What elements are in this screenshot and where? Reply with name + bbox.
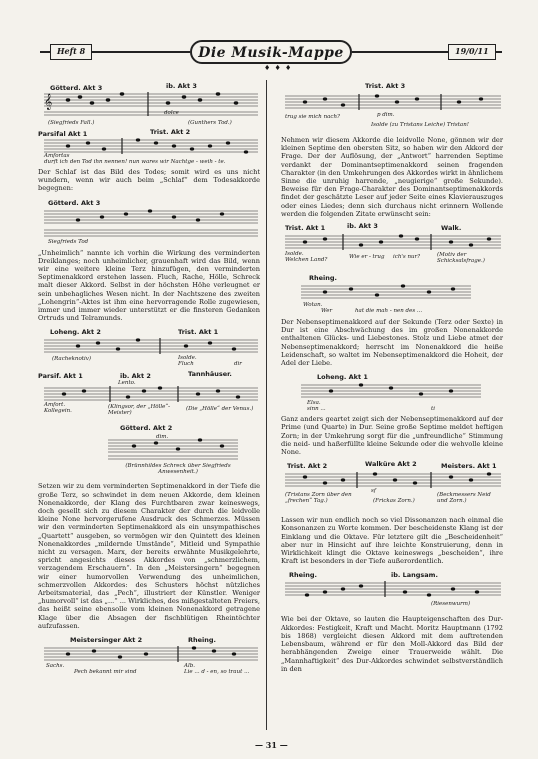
paragraph: Setzen wir zu dem verminderten Septimenakkord in der Tiefe die große Terz, so schwindet in dem neuen Akkorde, dem kleinen Nonenakkorde, der Klang des Furchtbaren zwar keineswegs, doch gesellt sich zu diesem Charakter der durch die leidvolle kleine None hervorgerufene Ausdruck des Schmerzes. Müssen wir den verminderten Septimenakkord als ein unsympathisches „Quartett“ ausgeben, so vermögen wir den Quintett des kleinen Nonenakkordes „mildernde Umstände“, Mitleid und Sympathie nicht zu versagen. Marx, der bereits erwähnte Musikgelehrte, spricht angesichts dieses Akkordes von „schmerzlichem, verzagendem Erschauern“. In den „Meistersingern“ begegnen wir einer humorvollen Verwendung des unheimlichen, schmerzvollen Akkordes: des Schusters höchst nützliches Arbeitsmaterial, das „Pech“, illustriert der Künstler. Weniger „humorvoll“ ist das „...“ ... Wirkliches, des mißgestalteten Freiers, das heißt seine ebensolle vom kleinen Nonenakkord getragene Klage über die Absagen der fischblütigen Rheintöchter aufzufassen. [38,482,260,630]
lyric: Wer [321,308,333,315]
paragraph: Nehmen wir diesem Akkorde die leidvolle None, gönnen wir der kleinen Septime den obersten Sitz, so haben wir den Akkord der Frage. Der der Auflösung, der „Antwort“ harrenden Septime verdankt der Dominantseptimenakkord seinen fragenden Charakter (in den Umkehrungen des Akkordes wirkt in ähnlichem Sinne die unruhig harrende, „neugierige“ große Sekunde). Beweise für den Frage-Charakter des Dominantseptimenakkords findet der geschätzte Leser auf jeder Seite eines Klavierauszuges oder eines Liedes; denn sich durchaus nicht erinnern Wollende werden die folgenden Zitate erwünscht sein: [281,136,503,218]
lyric: ich's nur? [393,254,421,261]
example-label: Walküre Akt 2 [365,460,417,469]
music-example [281,222,503,272]
example-label: Parsifal Akt 1 [38,130,88,138]
lyric: (Tristans Zorn über den „frechen“ Tag.) [285,492,352,505]
issue-date: 19/0/11 [448,44,496,60]
music-example [38,326,260,370]
paragraph: Der Nebenseptimenakkord auf der Sekunde (Terz oder Sexte) in Dur ist eine Abschwächung des im großen Nonenakkorde enthaltenen Glücks- und Liebestones. Stolz und Liebe atmet der Nebenseptimenakkord; herrscht im Nonenakkord die heiße Leidenschaft, so waltet im Nebenseptimenakkord die Hoheit, der Adel der Liebe. [281,318,503,368]
issue-label: Heft 8 [50,44,92,60]
lyric: (Gunthers Tod.) [188,120,232,126]
lyric: Sachs. [46,663,65,670]
example-label: Meisters. Akt 1 [441,462,497,471]
music-example [38,422,260,480]
tempo-mark: Lento. [118,380,136,387]
lyric: Pech bekannt mir sind [74,669,137,676]
example-label: Trist. Akt 1 [285,224,326,233]
example-label: ib. Langsam. [391,571,438,580]
example-label: ib. Akt 3 [347,222,378,231]
dynamic-mark: sf [371,488,376,495]
music-example [38,128,260,166]
music-example [281,460,503,514]
lyric: Lie ... d - en, so traut ... [184,669,250,676]
music-example [38,80,260,128]
lyric: (Brünnhildes Schreck über Siegfrieds Anwesenheit.) [125,463,231,476]
example-label: Trist. Akt 3 [365,82,406,90]
example-label: Rheing. [289,571,318,580]
example-label: ib. Akt 2 [120,372,151,381]
music-example [38,370,260,422]
example-label: Rheing. [309,274,338,283]
dynamic-mark: p dim. [377,112,395,118]
paragraph: Der Schlaf ist das Bild des Todes; somit wird es uns nicht wundern, wenn wir auch beim „Schlaf“ dem Todesakkorde begegnen: [38,168,260,193]
example-label: ib. Akt 3 [166,82,197,90]
paragraph: Wie bei der Oktave, so lauten die Haupteigenschaften des Dur-Akkordes: Festigkeit, Kraft und Macht. Moritz Hauptmann (1792 bis 1868) vergleicht diesen Akkord mit dem auftretenden Lebensbaum, während er für den Moll-Akkord das Bild der herabhängenden Zweige einer Trauerweide wählt. Die „Mannhaftigkeit“ des Dur-Akkordes schwindet selbstverständlich in den [281,615,503,673]
lyric: Welchen Land? [285,257,328,264]
lyric: (Beckmessers Neid und Zorn.) [437,492,491,505]
example-label: Loheng. Akt 1 [317,373,368,382]
column-divider [266,80,267,730]
lyric: Isolde. [178,355,197,362]
lyric: Isolde (zu Tristans Leiche) Tristan! [371,122,469,128]
example-label: Meistersinger Akt 2 [70,636,143,645]
lyric: Kollegein. [44,408,72,415]
lyric: Elsa. [307,400,321,407]
lyric: Wotan. [303,302,323,309]
example-label: Trist. Akt 2 [150,128,191,136]
example-label: Götterd. Akt 3 [50,84,103,92]
dynamic-mark: dim. [156,434,169,441]
title-frame [190,40,352,64]
example-label: Trist. Akt 2 [287,462,328,471]
lyric: sinn ... [307,406,326,413]
paragraph: Lassen wir nun endlich noch so viel Dissonanzen nach einmal die Konsonanzen zu Worte kommen. Der bescheidenste Klang ist der Einklang und die Oktave. Für letztere gilt die „Bescheidenheit“ aber nur in Hinsicht auf ihre leichte Konstruierung, denn in Wirklichkeit klingt die Oktave keineswegs „bescheiden“, ihre Kraft ist besonders in der Tiefe außerordentlich. [281,516,503,566]
lyric: Wie er - trug [349,254,385,261]
example-label: Parsif. Akt 1 [38,372,83,381]
header-ornament: ♦ ♦ ♦ [264,64,293,72]
lyric: (Frickas Zorn.) [373,498,415,505]
page-header [40,38,502,72]
lyric: (Siegfrieds Fall.) [48,120,95,126]
music-example [281,569,503,613]
example-label: Tannhäuser. [188,370,232,379]
left-column [38,80,260,678]
lyric: (Die „Hölle“ der Venus.) [186,406,254,413]
music-example [281,272,503,316]
right-column [281,80,503,677]
lyric: dir [234,361,242,368]
page-title: Die Musik-Mappe [198,45,344,61]
lyric: (Klingsor, der „Hölle“-Meister) [108,404,171,417]
example-label: Trist. Akt 1 [178,328,219,337]
lyric: ti [431,406,435,413]
lyric: Alb. [184,663,195,670]
lyric: trug sie mich nach? [285,114,340,120]
paragraph: „Unheimlich“ nannte ich vorhin die Wirkung des verminderten Dreiklanges; noch unheimlicher, grauenhaft wird das Bild, wenn wir eine weitere kleine Terz hinzufügen, den verminderten Septimenakkord erstehen lassen. Fluch, Rache, Hölle, Schreck malt dieser Akkord. Selbst in der höchsten Höhe verleugnet er sein unbehagliches Wesen nicht. In der Nachtszene des zweiten „Lohengrin“-Aktes ist ihm eine hervorragende Rolle zugewiesen, immer und immer wieder unterstützt er die finsteren Gedanken Ortruds und Telramunds. [38,248,260,323]
dynamic-mark: dolce [164,110,179,116]
lyric: Fluch [178,361,194,368]
example-label: Götterd. Akt 3 [48,198,101,207]
paragraph: Ganz anders geartet zeigt sich der Nebenseptimenakkord auf der Prime (und Quarte) in Dur. Seine große Septime meldet heftigen Zorn; in der Umkehrung sorgt für die „unfreundliche“ Stimmung die neid- und haßerfüllte kleine Sekunde oder die wehvolle kleine None. [281,415,503,457]
lyric: (Racheknotiv) [52,356,91,363]
music-example [38,634,260,678]
example-label: Rheing. [188,636,217,645]
lyric: Siegfrieds Tod [48,238,89,245]
svg-text:𝄞: 𝄞 [44,94,53,110]
example-label: Loheng. Akt 2 [50,328,101,337]
music-example [281,80,503,134]
lyric: Amfort. [44,402,66,409]
lyric: hat die mah - nen des ... [355,308,423,315]
music-example [38,197,260,247]
music-example [281,371,503,413]
page-number: — 31 — [255,740,288,750]
lyric: durft ich den Tod ihn nennen! nun wares wir Nachtge - weih - te. [44,159,226,165]
lyric: (Riesenwurm) [431,601,471,608]
lyric: (Motiv der Schicksalsfrage.) [437,252,485,265]
example-label: Walk. [441,224,462,233]
lyric: Amfortas [44,153,70,159]
example-label: Götterd. Akt 2 [120,424,173,433]
lyric: Isolde. [285,251,304,258]
